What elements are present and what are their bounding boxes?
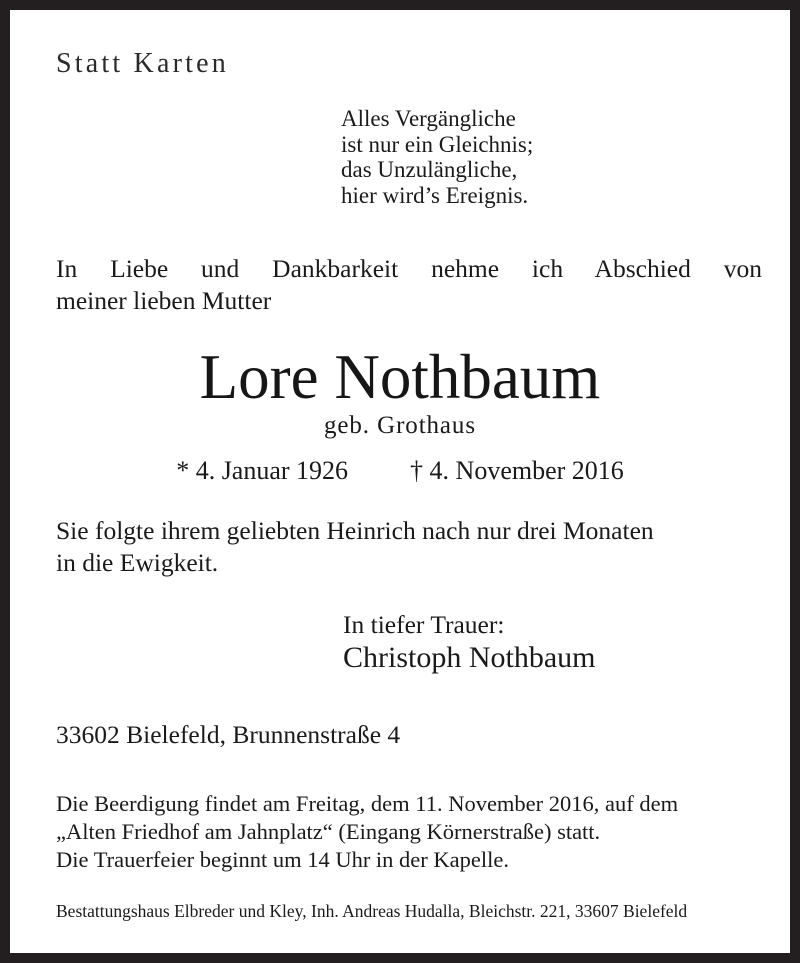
remembrance-line: Sie folgte ihrem geliebten Heinrich nach nur drei Monaten	[56, 516, 654, 545]
dedication-line: In Liebe und Dankbarkeit nehme ich Abschied von	[56, 254, 762, 283]
life-dates	[10, 456, 790, 486]
verse-line: ist nur ein Gleichnis;	[341, 131, 534, 157]
funeral-details-line: Die Trauerfeier beginnt um 14 Uhr in der Kapelle.	[56, 847, 509, 872]
notice-content	[10, 10, 790, 953]
mourners-label: In tiefer Trauer:	[343, 610, 505, 639]
undertaker-footer: Bestattungshaus Elbreder und Kley, Inh. Andreas Hudalla, Bleichstr. 221, 33607 Bielefeld	[56, 901, 688, 921]
deceased-name-block	[10, 344, 790, 440]
remembrance-text	[56, 515, 766, 579]
mourners-block	[343, 610, 596, 676]
deceased-name: Lore Nothbaum	[199, 342, 601, 412]
verse-line: Alles Vergängliche	[341, 106, 516, 131]
remembrance-line: in die Ewigkeit.	[56, 548, 219, 577]
mourner-name: Christoph Nothbaum	[343, 641, 596, 674]
birth-date: * 4. Januar 1926	[176, 456, 349, 485]
dedication-line: meiner lieben Mutter	[56, 286, 272, 315]
funeral-details-line: Die Beerdigung findet am Freitag, dem 11. November 2016, auf dem	[56, 791, 679, 816]
funeral-details	[56, 790, 768, 874]
death-date: † 4. November 2016	[410, 456, 624, 485]
statt-karten-header: Statt Karten	[56, 48, 229, 79]
address-line: 33602 Bielefeld, Brunnenstraße 4	[56, 720, 401, 749]
verse-line: das Unzulängliche,	[341, 157, 518, 182]
deceased-maiden-name: geb. Grothaus	[324, 412, 476, 439]
memorial-verse	[341, 106, 533, 208]
verse-line: hier wird’s Ereignis.	[341, 182, 529, 208]
funeral-details-line: „Alten Friedhof am Jahnplatz“ (Eingang Körnerstraße) statt.	[56, 819, 601, 844]
dedication-text	[56, 253, 762, 317]
